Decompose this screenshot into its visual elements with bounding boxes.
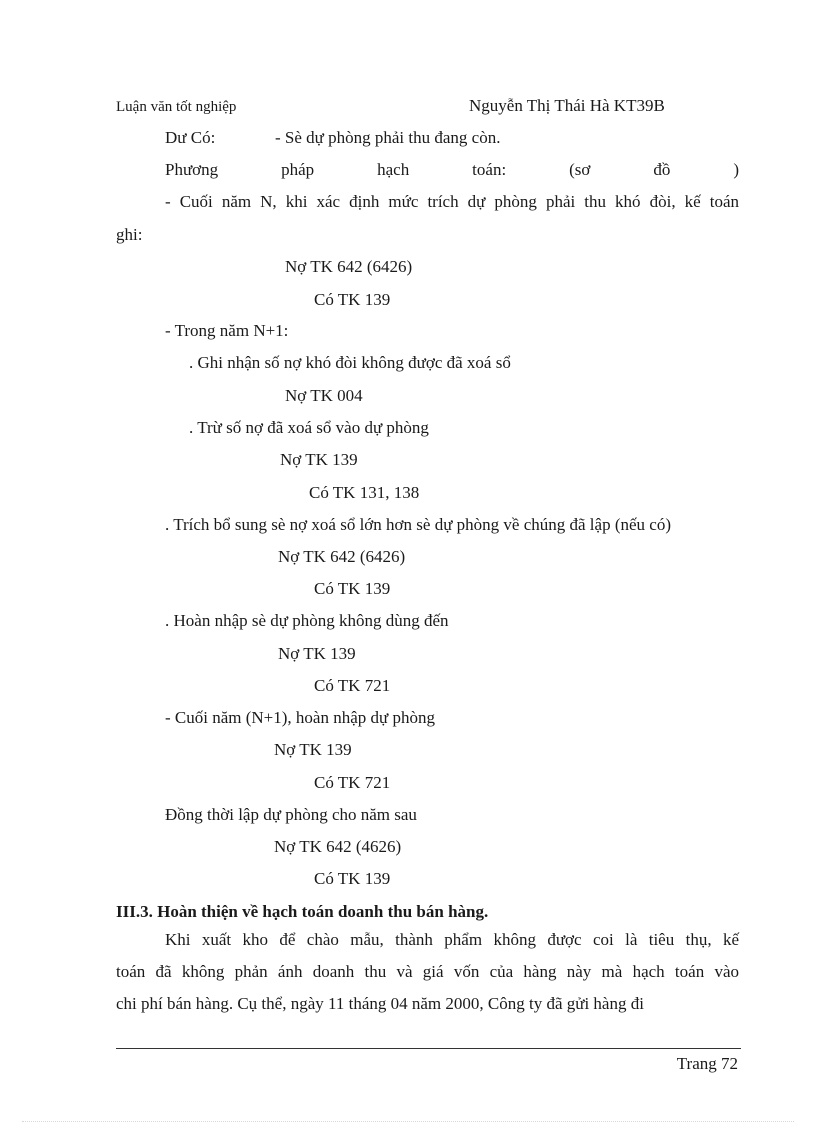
section-heading: III.3. Hoàn thiện về hạch toán doanh thu bán hàng. [116, 902, 489, 921]
method-word: Phương [165, 160, 219, 179]
page-edge-guide [22, 1121, 794, 1122]
credit-entry: Có TK 139 [314, 869, 391, 888]
text-line: - Cuối năm (N+1), hoàn nhập dự phòng [165, 708, 435, 727]
method-word: hạch [377, 160, 410, 179]
credit-entry: Có TK 721 [314, 773, 391, 792]
credit-text: - Sè dự phòng phải thu đang còn. [275, 128, 501, 147]
debit-entry: Nợ TK 139 [280, 450, 358, 469]
debit-entry: Nợ TK 139 [274, 740, 352, 759]
credit-entry: Có TK 721 [314, 676, 391, 695]
paragraph-line: chi phí bán hàng. Cụ thể, ngày 11 tháng 04 năm 2000, Công ty đã gửi hàng đi [116, 994, 644, 1013]
method-word: (sơ [569, 160, 591, 179]
paragraph-line: Khi xuất kho để chào mẫu, thành phẩm không được coi là tiêu thụ, kế [165, 930, 739, 949]
text-line: . Hoàn nhập sè dự phòng không dùng đến [165, 611, 449, 630]
debit-entry: Nợ TK 642 (6426) [278, 547, 406, 566]
debit-entry: Nợ TK 139 [278, 644, 356, 663]
text-line: Đồng thời lập dự phòng cho năm sau [165, 805, 417, 824]
credit-entry: Có TK 139 [314, 579, 391, 598]
text-line: - Trong năm N+1: [165, 321, 289, 340]
debit-entry: Nợ TK 004 [285, 386, 363, 405]
text-line: . Trích bổ sung sè nợ xoá sổ lớn hơn sè dự phòng về chúng đã lập (nếu có) [165, 515, 671, 534]
credit-label: Dư Có: [165, 128, 216, 147]
paragraph-line: toán đã không phản ánh doanh thu và giá vốn của hàng này mà hạch toán vào [116, 962, 739, 981]
text-line: . Ghi nhận số nợ khó đòi không được đã xoá sổ [189, 353, 511, 372]
method-word: ) [733, 160, 739, 179]
text-line: . Trừ số nợ đã xoá sổ vào dự phòng [189, 418, 429, 437]
text-line: - Cuối năm N, khi xác định mức trích dự phòng phải thu khó đòi, kế toán [165, 192, 739, 211]
method-word: pháp [281, 160, 315, 179]
header-right: Nguyễn Thị Thái Hà KT39B [469, 96, 665, 115]
debit-entry: Nợ TK 642 (4626) [274, 837, 402, 856]
debit-entry: Nợ TK 642 (6426) [285, 257, 413, 276]
credit-entry: Có TK 131, 138 [309, 483, 420, 502]
method-line [165, 160, 739, 180]
footer-rule [116, 1048, 741, 1049]
header-left: Luận văn tốt nghiệp [116, 99, 237, 115]
text-line: ghi: [116, 225, 143, 244]
method-word: toán: [472, 160, 507, 179]
method-word: đồ [653, 160, 671, 179]
page-number: Trang 72 [676, 1054, 738, 1073]
credit-entry: Có TK 139 [314, 290, 391, 309]
